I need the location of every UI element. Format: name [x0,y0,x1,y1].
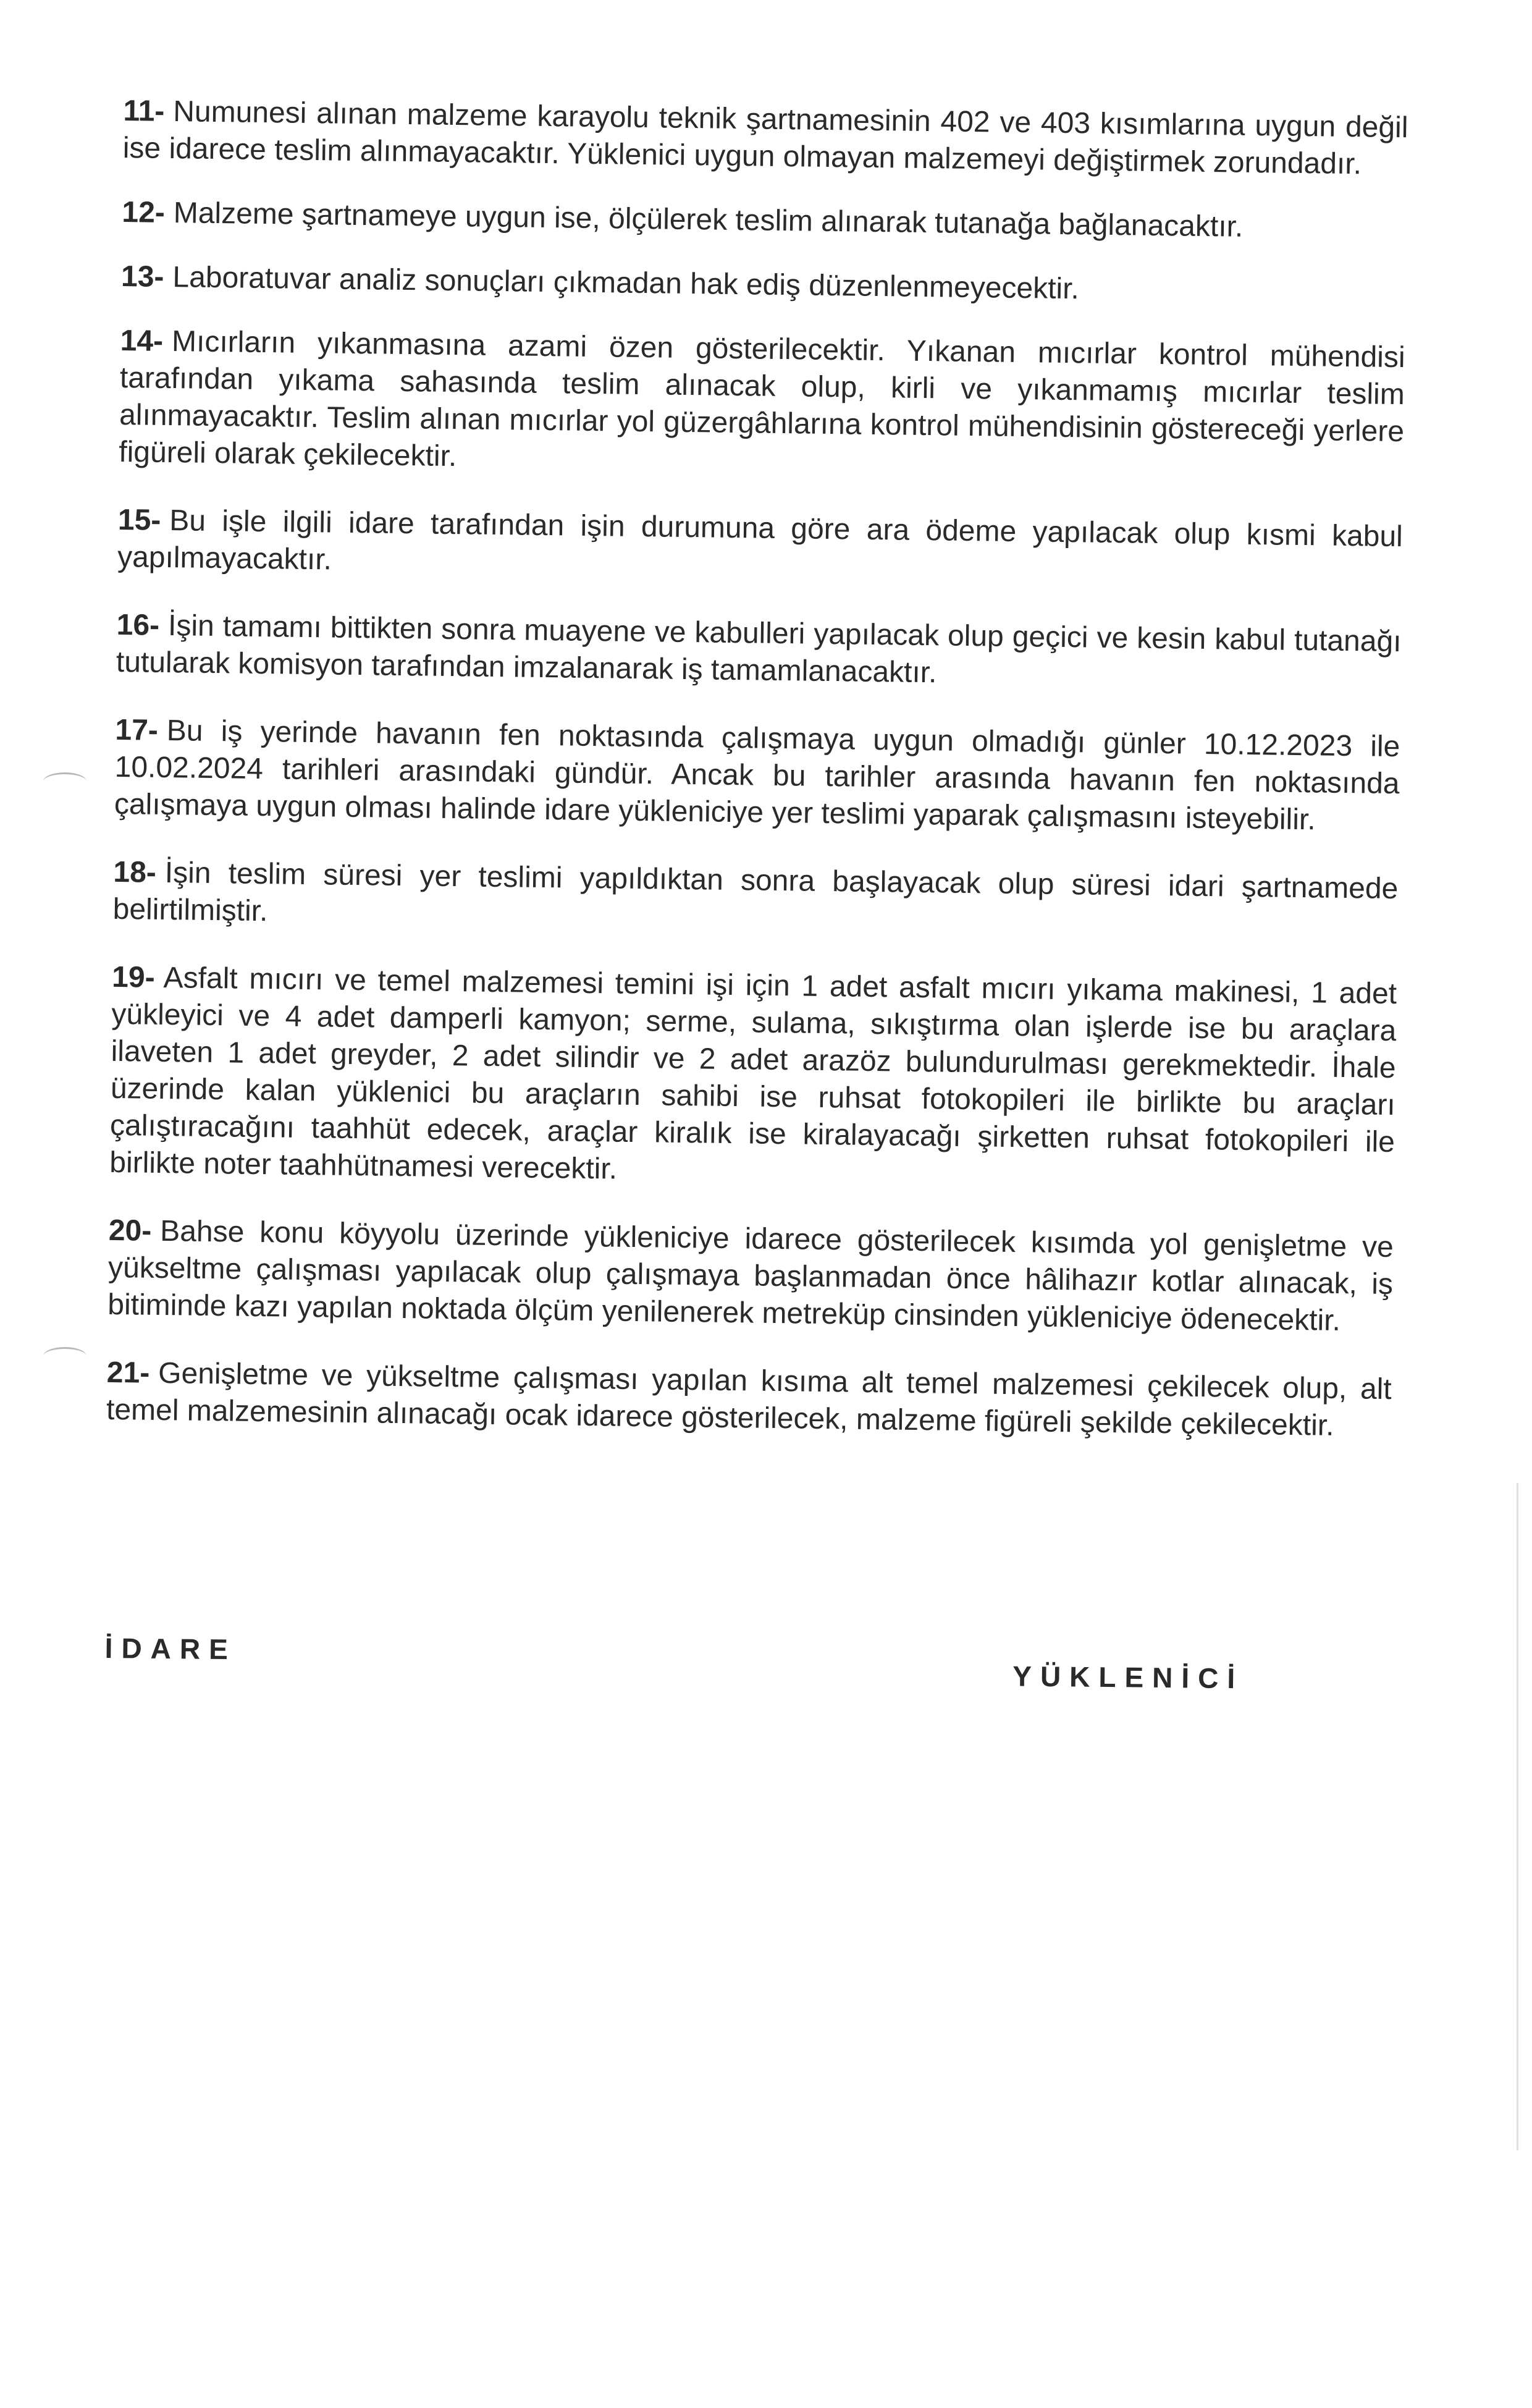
clause-text: Asfalt mıcırı ve temel malzemesi temini işi için 1 adet asfalt mıcırı yıkama makinesi, 1 adet yükleyici ve 4 adet damperli kamyon; serme, sulama, sıkıştırma olan işlerde ise bu araçlara ilaveten 1 adet greyder, 2 adet silindir ve 2 adet arazöz bulundurulması gerekmektedir. İhale üzerinde kalan yüklenici bu araçların sahibi ise ruhsat fotokopileri ile birlikte bu araçları çalıştıracağını taahhüt edecek, araçlar kiralık ise kiralayacağı şirketten ruhsat fotokopileri ile birlikte noter taahhütnamesi verecektir. [109,961,1397,1186]
clause-number: 11- [123,94,165,128]
clause-21 [106,1354,1392,1445]
clause-18 [112,854,1398,945]
clause-text: İşin teslim süresi yer teslimi yapıldıktan sonra başlayacak olup süresi idari şartnamede belirtilmiştir. [112,856,1399,928]
clause-number: 21- [106,1356,150,1390]
clause-text: İşin tamamı bittikten sonra muayene ve kabulleri yapılacak olup geçici ve kesin kabul tutanağı tutularak komisyon tarafından imzalanarak iş tamamlanacaktır. [116,609,1402,690]
clause-text: Laboratuvar analiz sonuçları çıkmadan hak ediş düzenlenmeyecektir. [172,261,1080,306]
clause-text: Bu işle ilgili idare tarafından işin durumuna göre ara ödeme yapılacak olup kısmi kabul yapılmayacaktır. [117,504,1404,577]
clause-17 [114,712,1400,840]
clause-12 [122,194,1407,248]
scan-edge-line [1517,1483,1518,2150]
clause-list [106,93,1408,1445]
clause-number: 14- [120,324,164,358]
hole-punch-mark-upper [43,772,86,790]
clause-number: 20- [108,1214,152,1248]
clause-20 [107,1212,1394,1340]
clause-number: 15- [117,503,161,537]
clause-19 [109,959,1397,1198]
clause-text: Numunesi alınan malzeme karayolu teknik şartnamesinin 402 ve 403 kısımlarına uygun değil ise idarece teslim alınmayacaktır. Yüklenici uygun olmayan malzemeyi değiştirmek zorundadır. [122,95,1408,181]
signature-block [104,1631,1408,1695]
hole-punch-mark-lower [43,1347,86,1365]
clause-number: 19- [111,960,155,994]
clause-11 [122,93,1408,184]
clause-text: Bu iş yerinde havanın fen noktasında çalışmaya uygun olmadığı günler 10.12.2023 ile 10.02.2024 tarihleri arasındaki gündür. Ancak bu tarihler arasında havanın fen noktasında çalışmaya uygun olması halinde idare yükleniciye yer teslimi yaparak çalışmasını isteyebilir. [114,714,1400,837]
clause-13 [121,258,1407,312]
clause-text: Bahse konu köyyolu üzerinde yükleniciye idarece gösterilecek kısımda yol genişletme ve yükseltme çalışması yapılacak olup çalışmaya başlanmadan önce hâlihazır kotlar alınacak, iş bitiminde kazı yapılan noktada ölçüm yenilenerek metreküp cinsinden yükleniciye ödenecektir. [107,1214,1394,1337]
signature-label-contractor: YÜKLENİCİ [1012,1660,1244,1695]
clause-number: 18- [113,855,157,889]
clause-text: Genişletme ve yükseltme çalışması yapılan kısıma alt temel malzemesi çekilecek olup, alt temel malzemesinin alınacağı ocak idarece gösterilecek, malzeme figüreli şekilde çekilecektir. [106,1356,1392,1442]
clause-number: 16- [116,608,160,642]
clause-15 [117,502,1403,593]
clause-text: Malzeme şartnameye uygun ise, ölçülerek teslim alınarak tutanağa bağlanacaktır. [173,196,1244,243]
clause-text: Mıcırların yıkanmasına azami özen gösterilecektir. Yıkanan mıcırlar kontrol mühendisi tarafından yıkama sahasında teslim alınacak olup, kirli ve yıkanmamış mıcırlar teslim alınmayacaktır. Teslim alınan mıcırlar yol güzergâhlarına kontrol mühendisinin göstereceği yerlere figüreli olarak çekilecektir. [119,325,1405,473]
clause-14 [119,323,1405,488]
clause-number: 17- [115,713,159,747]
clause-number: 13- [120,260,164,294]
clause-number: 12- [122,195,166,229]
signature-label-administration: İDARE [104,1632,237,1666]
clause-16 [116,607,1402,698]
